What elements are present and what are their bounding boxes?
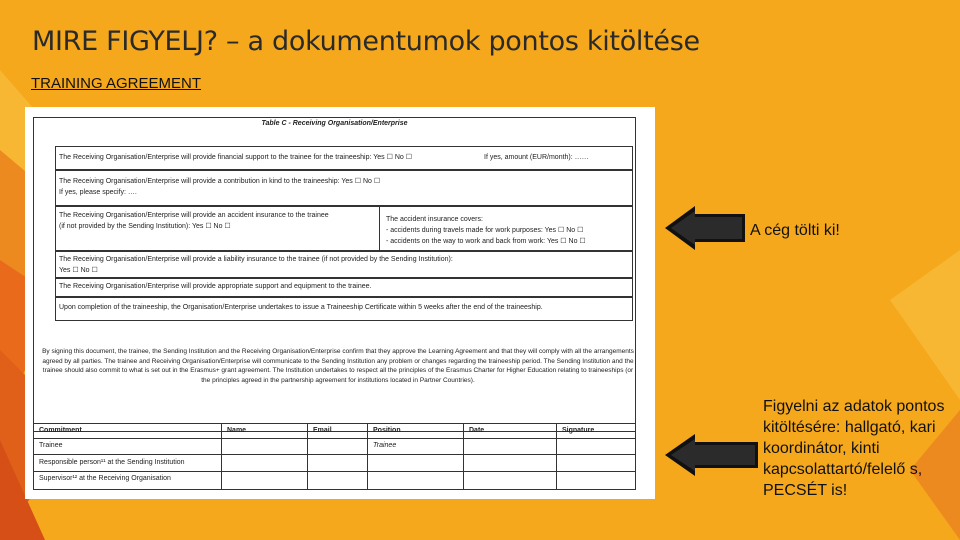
commitment-row-label: Responsible person¹¹ at the Sending Institution	[39, 459, 185, 466]
header-signature: Signature	[562, 427, 595, 434]
slide-title: MIRE FIGYELJ? – a dokumentumok pontos kitöltése	[32, 26, 700, 57]
header-commitment: Commitment	[39, 427, 82, 434]
row-text-2: Yes ☐ No ☐	[59, 267, 98, 274]
commitment-row-label: Supervisor¹² at the Receiving Organisation	[39, 475, 171, 482]
header-position: Position	[373, 427, 401, 434]
arrow-left-icon	[665, 434, 760, 476]
row-text-2: If yes, please specify: ….	[59, 189, 137, 196]
row-text-right-2: - accidents during travels made for work purposes: Yes ☐ No ☐	[386, 227, 584, 234]
col-divider	[367, 424, 368, 489]
row-text: The Receiving Organisation/Enterprise will provide an accident insurance to the trainee	[59, 212, 329, 219]
row-text: The Receiving Organisation/Enterprise will provide a liability insurance to the trainee (if not provided by the Sending Institution):	[59, 256, 453, 263]
table-row	[55, 170, 633, 206]
col-divider	[221, 424, 222, 489]
col-divider	[307, 424, 308, 489]
row-text-right-3: - accidents on the way to work and back from work: Yes ☐ No ☐	[386, 238, 586, 245]
col-divider	[463, 424, 464, 489]
table-title: Table C - Receiving Organisation/Enterprise	[261, 120, 408, 127]
row-text: The Receiving Organisation/Enterprise will provide financial support to the trainee for the traineeship: Yes ☐ No ☐	[59, 154, 413, 161]
commitment-row-position: Trainee	[373, 442, 397, 449]
table-row	[55, 278, 633, 297]
row-text: Upon completion of the traineeship, the Organisation/Enterprise undertakes to issue a Traineeship Certificate within 5 weeks after the end of the traineeship.	[59, 304, 543, 311]
row-text-right: The accident insurance covers:	[386, 216, 483, 223]
header-email: Email	[313, 427, 332, 434]
row-divider	[34, 471, 635, 472]
agreement-paragraph: By signing this document, the trainee, the Sending Institution and the Receiving Organisation/Enterprise confirm that they approve the Learning Agreement and that they will comply with all the arrangements agreed by all parties. The trainee and Receiving Organisation/Enterprise will communicate to the Sending Institution any problem or changes regarding the traineeship period. The Sending Institution and the trainee should also commit to what is set out in the Erasmus+ grant agreement. The Institution undertakes to respect all the principles of the Erasmus Charter for Higher Education relating to traineeships (or the principles agreed in the partnership agreement for institutions located in Partner Countries).	[42, 348, 634, 384]
training-agreement-document	[25, 107, 655, 499]
divider	[379, 207, 380, 250]
arrow-left-icon	[665, 206, 747, 250]
col-divider	[556, 424, 557, 489]
table-row	[55, 206, 633, 251]
header-date: Date	[469, 427, 485, 434]
header-name: Name	[227, 427, 247, 434]
table-row	[55, 297, 633, 321]
note-data-accuracy: Figyelni az adatok pontos kitöltésére: hallgató, kari koordinátor, kinti kapcsolattartó/felelő s, PECSÉT is!	[763, 398, 945, 499]
table-row	[55, 251, 633, 278]
note-company-fills: A cég tölti ki!	[750, 222, 840, 239]
row-text: The Receiving Organisation/Enterprise will provide a contribution in kind to the traineeship: Yes ☐ No ☐	[59, 178, 381, 185]
row-text: The Receiving Organisation/Enterprise will provide appropriate support and equipment to the trainee.	[59, 283, 372, 290]
slide-subtitle: TRAINING AGREEMENT	[31, 75, 202, 92]
row-text-right: If yes, amount (EUR/month): ……	[484, 154, 589, 161]
row-divider	[34, 438, 635, 439]
table-row	[55, 146, 633, 170]
commitment-row-label: Trainee	[39, 442, 63, 449]
row-divider	[34, 454, 635, 455]
commitment-table	[33, 423, 636, 490]
row-text-2: (if not provided by the Sending Institution): Yes ☐ No ☐	[59, 223, 231, 230]
